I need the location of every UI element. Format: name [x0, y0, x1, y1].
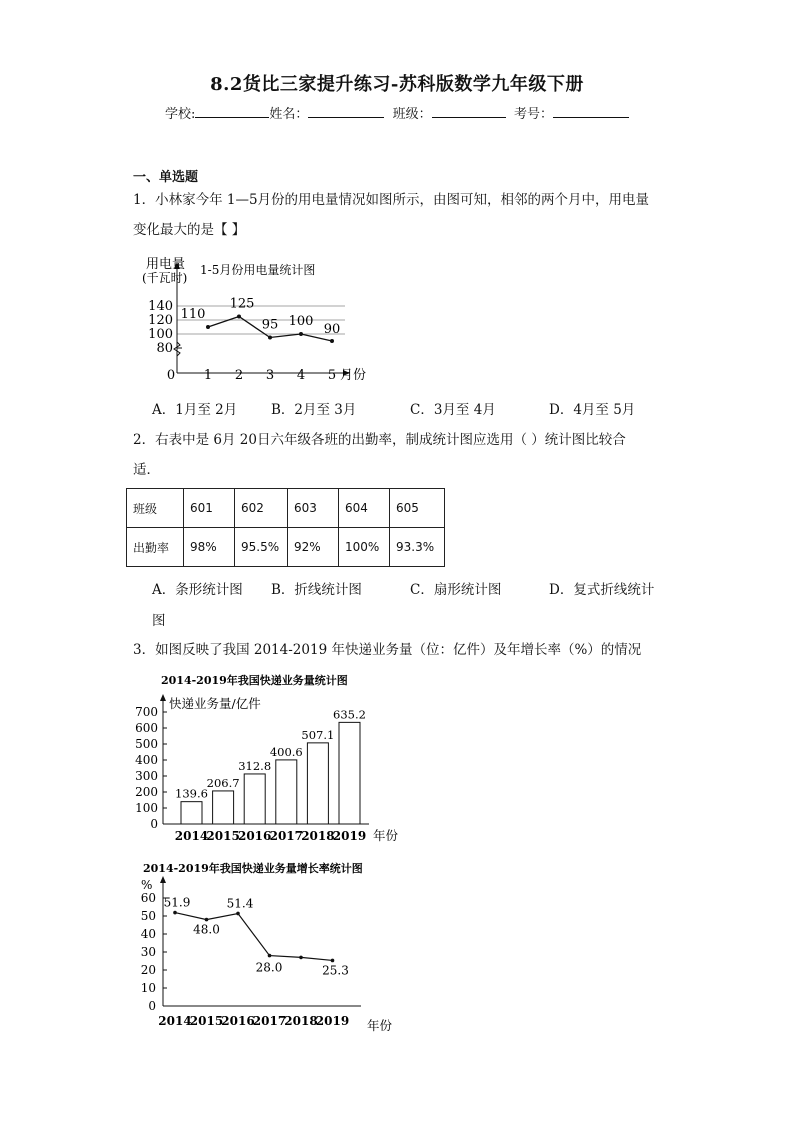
- data-point: [236, 912, 240, 916]
- data-label: 48.0: [193, 922, 220, 937]
- data-point: [173, 911, 177, 915]
- y-tick-label: 0: [148, 999, 156, 1013]
- data-label: 507.1: [301, 727, 335, 742]
- q1-option-c[interactable]: C．3月至 4月: [410, 402, 496, 418]
- x-tick-label: 2: [234, 368, 244, 383]
- q2-option-d-wrap: 图: [152, 613, 166, 629]
- x-tick-label: 2018: [284, 1014, 318, 1028]
- x-axis-label: 年份: [373, 828, 399, 843]
- y-axis-label: 快递业务量/亿件: [169, 696, 261, 711]
- x-tick-label: 2017: [269, 829, 304, 843]
- y-tick-label: 200: [135, 785, 158, 799]
- y-tick-label: 40: [140, 927, 156, 941]
- table-cell: 603: [288, 489, 339, 528]
- data-point: [299, 956, 303, 960]
- y-tick-label: 0: [150, 817, 158, 831]
- table-cell: 602: [235, 489, 288, 528]
- name-blank[interactable]: [308, 105, 384, 118]
- school-blank[interactable]: [195, 105, 269, 118]
- table-cell: 95.5%: [235, 528, 288, 567]
- section-heading: 一、单选题: [133, 170, 199, 185]
- q1-text-line1: 1．小林家今年 1—5月份的用电量情况如图所示，由图可知，相邻的两个月中，用电量: [133, 192, 650, 208]
- chart-title: 2014-2019年我国快递业务量增长率统计图: [143, 862, 363, 875]
- y-axis-label-line1: 用电量: [146, 257, 186, 272]
- data-label: 206.7: [206, 775, 240, 790]
- student-info-line: [165, 103, 629, 122]
- y-axis-label-line2: (千瓦时): [142, 271, 188, 285]
- data-label: 95: [261, 317, 279, 333]
- data-label: 28.0: [255, 960, 283, 975]
- data-point: [205, 918, 209, 922]
- origin-label: 0: [166, 368, 176, 383]
- school-label: 学校:: [165, 107, 196, 122]
- y-axis-arrow: [160, 694, 166, 701]
- name-label: 姓名：: [269, 107, 309, 122]
- data-point: [299, 332, 303, 336]
- q2-text-line1: 2．右表中是 6月 20日六年级各班的出勤率，制成统计图应选用（ ）统计图比较合: [133, 432, 626, 448]
- data-point: [330, 339, 334, 343]
- q2-option-a[interactable]: A．条形统计图: [152, 582, 243, 598]
- data-label: 51.4: [226, 896, 254, 911]
- table-cell: 93.3%: [390, 528, 445, 567]
- q1-option-b[interactable]: B．2月至 3月: [271, 402, 357, 418]
- electricity-line-chart: [140, 252, 380, 387]
- table-cell: 班级: [127, 489, 184, 528]
- class-label: 班级：: [392, 107, 432, 122]
- x-tick-label: 2014: [158, 1014, 192, 1028]
- attendance-table: [126, 488, 445, 567]
- q2-text-line2: 适．: [133, 462, 160, 478]
- bar: [276, 760, 297, 824]
- y-tick-label: 100: [148, 327, 173, 342]
- table-cell: 98%: [184, 528, 235, 567]
- x-tick-label: 2016: [221, 1014, 255, 1028]
- y-tick-label: 100: [135, 801, 158, 815]
- class-blank[interactable]: [432, 105, 506, 118]
- data-label: 51.9: [163, 895, 191, 910]
- data-point: [268, 954, 272, 958]
- table-cell: 出勤率: [127, 528, 184, 567]
- table-cell: 100%: [339, 528, 390, 567]
- data-label: 635.2: [333, 707, 366, 722]
- data-point: [268, 336, 272, 340]
- y-tick-label: 80: [156, 341, 173, 356]
- bar: [244, 774, 265, 824]
- data-label: 400.6: [269, 744, 303, 759]
- data-point: [206, 325, 210, 329]
- y-tick-label: 600: [135, 721, 158, 735]
- x-tick-label: 3: [265, 368, 275, 383]
- data-point: [237, 315, 241, 319]
- y-tick-label: 400: [135, 753, 158, 767]
- q2-option-c[interactable]: C．扇形统计图: [410, 582, 502, 598]
- page-title: 8.2货比三家提升练习-苏科版数学九年级下册: [210, 74, 584, 95]
- data-label: 90: [323, 322, 341, 337]
- x-tick-label: 2014: [174, 829, 209, 843]
- number-label: 考号：: [513, 107, 553, 122]
- y-axis-arrow: [160, 876, 166, 883]
- x-tick-label: 2019: [315, 1014, 350, 1028]
- y-tick-label: 120: [148, 313, 173, 328]
- y-axis-label: %: [141, 878, 153, 892]
- y-tick-label: 700: [135, 705, 158, 719]
- bar: [181, 802, 202, 824]
- y-tick-label: 60: [140, 891, 156, 905]
- x-tick-label: 2019: [332, 829, 367, 843]
- q2-option-d[interactable]: D．复式折线统计: [549, 582, 655, 598]
- x-axis-label: 月份: [340, 368, 367, 383]
- q1-option-d[interactable]: D．4月至 5月: [549, 402, 636, 418]
- x-tick-label: 4: [296, 368, 306, 383]
- q1-text-line2: 变化最大的是【 】: [133, 222, 246, 238]
- express-volume-bar-chart: [125, 668, 415, 848]
- table-cell: 601: [184, 489, 235, 528]
- q3-text: 3．如图反映了我国 2014-2019 年快递业务量（位：亿件）及年增长率（%）的情况: [133, 642, 642, 658]
- data-label: 25.3: [322, 963, 349, 978]
- x-axis-label: 年份: [367, 1018, 393, 1033]
- y-tick-label: 500: [135, 737, 158, 751]
- chart-title: 2014-2019年我国快递业务量统计图: [161, 674, 348, 687]
- table-row: [127, 528, 445, 567]
- bar: [213, 791, 234, 824]
- table-cell: 604: [339, 489, 390, 528]
- data-label: 139.6: [175, 786, 208, 801]
- x-tick-label: 2018: [301, 829, 335, 843]
- table-cell: 92%: [288, 528, 339, 567]
- data-point: [331, 959, 335, 963]
- table-cell: 605: [390, 489, 445, 528]
- x-tick-label: 2015: [206, 829, 240, 843]
- x-tick-label: 5: [327, 368, 337, 383]
- q1-option-a[interactable]: A．1月至 2月: [152, 402, 238, 418]
- y-tick-label: 50: [140, 909, 156, 923]
- y-tick-label: 140: [148, 299, 173, 314]
- y-tick-label: 300: [135, 769, 158, 783]
- x-tick-label: 2015: [189, 1014, 224, 1028]
- number-blank[interactable]: [553, 105, 629, 118]
- q2-option-b[interactable]: B．折线统计图: [271, 582, 362, 598]
- y-tick-label: 10: [140, 981, 156, 995]
- data-label: 312.8: [238, 758, 272, 773]
- data-label: 100: [288, 314, 314, 329]
- data-label: 125: [229, 296, 255, 312]
- growth-rate-line-chart: [125, 858, 415, 1038]
- table-row: [127, 489, 445, 528]
- bar: [339, 722, 360, 824]
- x-tick-label: 2016: [237, 829, 272, 843]
- x-tick-label: 2017: [252, 1014, 287, 1028]
- bar: [307, 743, 328, 824]
- y-tick-label: 20: [140, 963, 156, 977]
- chart-title: 1-5月份用电量统计图: [200, 263, 316, 277]
- data-label: 110: [180, 307, 206, 322]
- y-tick-label: 30: [140, 945, 156, 959]
- x-tick-label: 1: [203, 368, 213, 383]
